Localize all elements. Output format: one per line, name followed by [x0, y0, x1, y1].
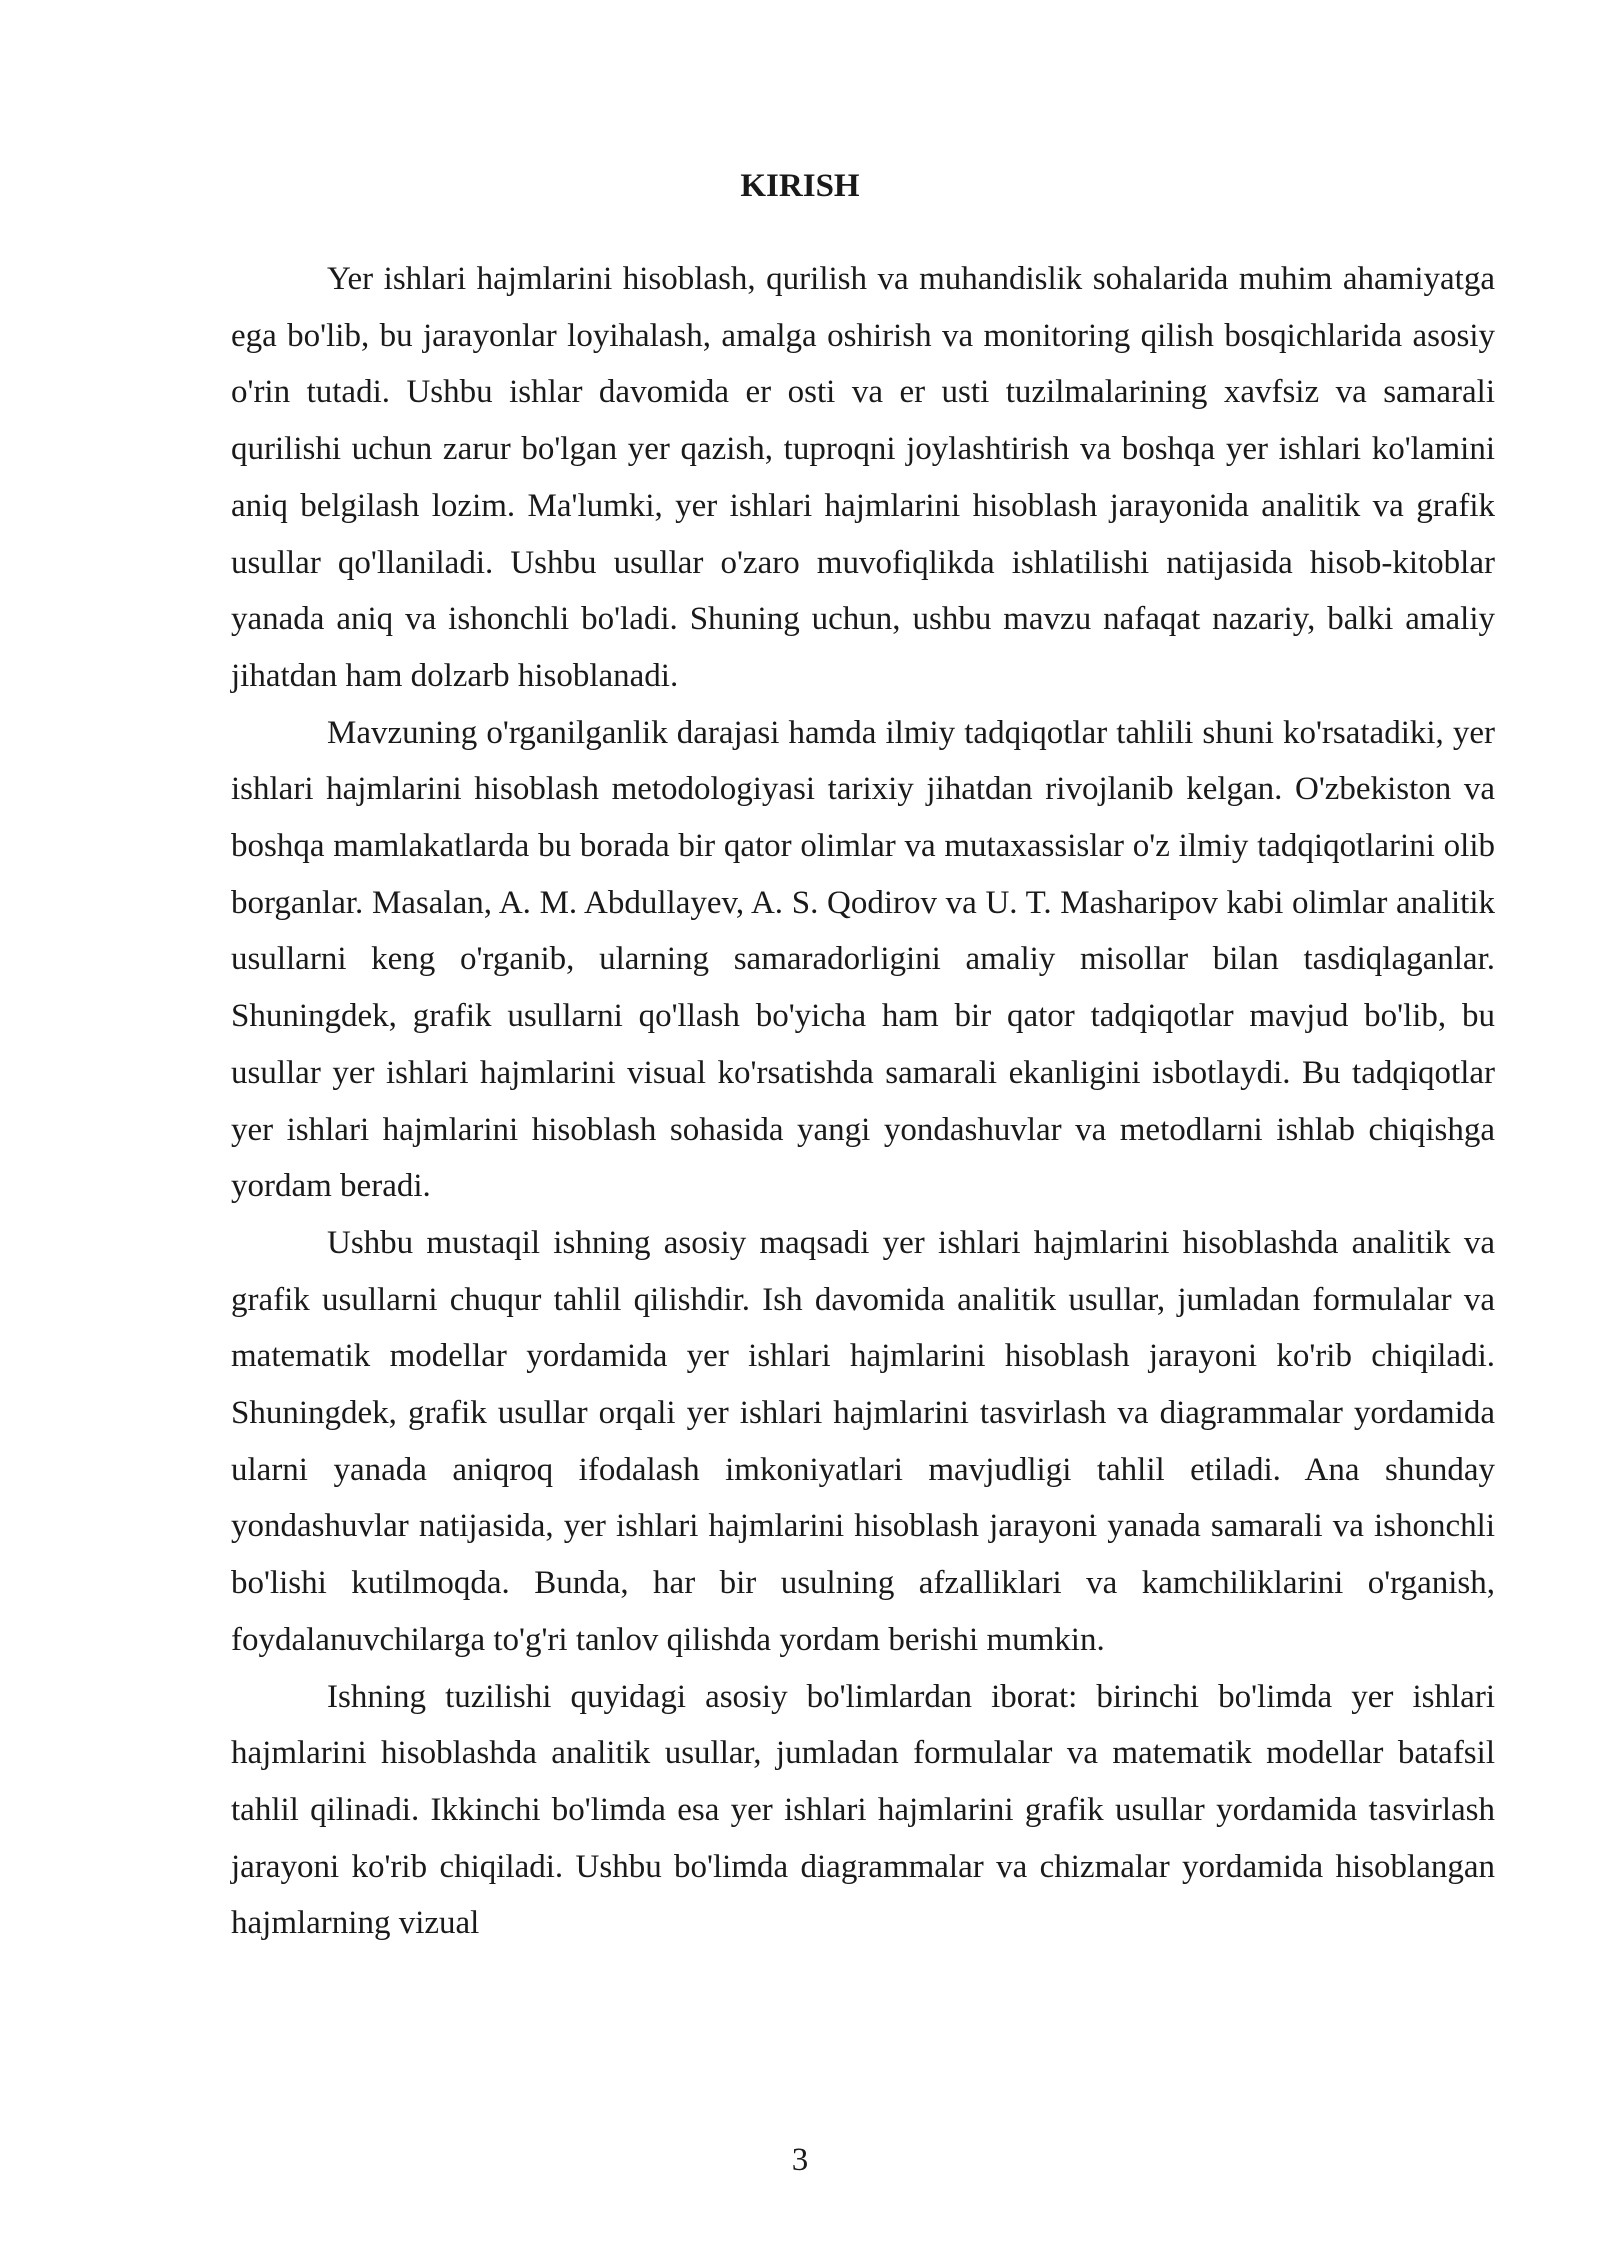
page-number: 3 [791, 2142, 809, 2178]
paragraph-3: Ushbu mustaqil ishning asosiy maqsadi yer ishlari hajmlarini hisoblashda analitik va grafik usullarni chuqur tahlil qilishdir. Ish davomida analitik usullar, jumladan formulalar va matematik modellar yordamida yer ishlari hajmlarini hisoblash jarayoni ko'rib chiqiladi. Shuningdek, grafik usullar orqali yer ishlari hajmlarini tasvirlash va diagrammalar yordamida ularni yanada aniqroq ifodalash imkoniyatlari mavjudligi tahlil etiladi. Ana shunday yondashuvlar natijasida, yer ishlari hajmlarini hisoblash jarayoni yanada samarali va ishonchli bo'lishi kutilmoqda. Bunda, har bir usulning afzalliklari va kamchiliklarini o'rganish, foydalanuvchilarga to'g'ri tanlov qilishda yordam berishi mumkin. [231, 1224, 1495, 1658]
paragraph-1: Yer ishlari hajmlarini hisoblash, qurilish va muhandislik sohalarida muhim ahamiyatga ega bo'lib, bu jarayonlar loyihalash, amalga oshirish va monitoring qilish bosqichlarida asosiy o'rin tutadi. Ushbu ishlar davomida er osti va er usti tuzilmalarining xavfsiz va samarali qurilishi uchun zarur bo'lgan yer qazish, tuproqni joylashtirish va boshqa yer ishlari ko'lamini aniq belgilash lozim. Ma'lumki, yer ishlari hajmlarini hisoblash jarayonida analitik va grafik usullar qo'llaniladi. Ushbu usullar o'zaro muvofiqlikda ishlatilishi natijasida hisob-kitoblar yanada aniq va ishonchli bo'ladi. Shuning uchun, ushbu mavzu nafaqat nazariy, balki amaliy jihatdan ham dolzarb hisoblanadi. [231, 261, 1495, 694]
section-heading: KIRISH [740, 168, 860, 204]
paragraph-2: Mavzuning o'rganilganlik darajasi hamda ilmiy tadqiqotlar tahlili shuni ko'rsatadiki, yer ishlari hajmlarini hisoblash metodologiyasi tarixiy jihatdan rivojlanib kelgan. O'zbekiston va boshqa mamlakatlarda bu borada bir qator olimlar va mutaxassislar o'z ilmiy tadqiqotlarini olib borganlar. Masalan, A. M. Abdullayev, A. S. Qodirov va U. T. Masharipov kabi olimlar analitik usullarni keng o'rganib, ularning samaradorligini amaliy misollar bilan tasdiqlaganlar. Shuningdek, grafik usullarni qo'llash bo'yicha ham bir qator tadqiqotlar mavjud bo'lib, bu usullar yer ishlari hajmlarini visual ko'rsatishda samarali ekanligini isbotlaydi. Bu tadqiqotlar yer ishlari hajmlarini hisoblash sohasida yangi yondashuvlar va metodlarni ishlab chiqishga yordam beradi. [231, 714, 1495, 1205]
body-text [231, 251, 1495, 1952]
paragraph-4: Ishning tuzilishi quyidagi asosiy bo'limlardan iborat: birinchi bo'limda yer ishlari hajmlarini hisoblashda analitik usullar, jumladan formulalar va matematik modellar batafsil tahlil qilinadi. Ikkinchi bo'limda esa yer ishlari hajmlarini grafik usullar yordamida tasvirlash jarayoni ko'rib chiqiladi. Ushbu bo'limda diagrammalar va chizmalar yordamida hisoblangan hajmlarning vizual [231, 1678, 1495, 1942]
